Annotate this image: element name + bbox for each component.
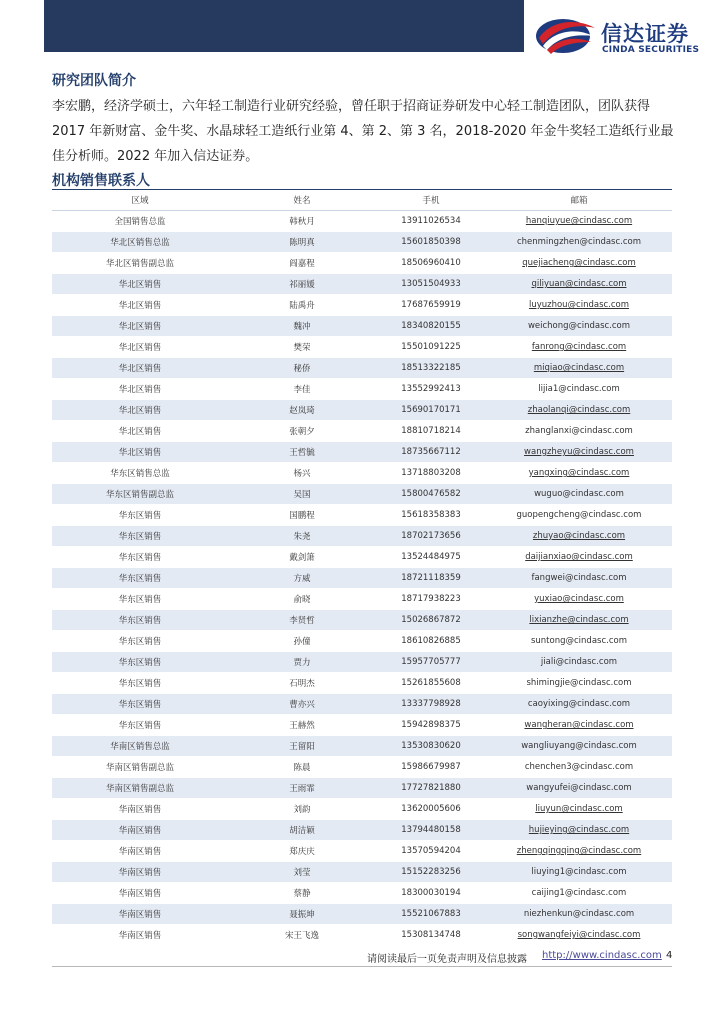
name-cell: 李佳 <box>228 379 376 400</box>
phone-cell: 13620005606 <box>376 799 486 820</box>
region-cell: 华南区销售 <box>52 904 228 925</box>
bio-line: 李宏鹏，经济学硕士，六年轻工制造行业研究经验，曾任职于招商证券研发中心轻工制造团队，团队获得 <box>52 99 651 114</box>
table-row <box>52 904 672 925</box>
table-row <box>52 820 672 841</box>
logo-english-name: CINDA SECURITIES <box>602 45 700 55</box>
phone-cell: 13570594204 <box>376 841 486 862</box>
table-row <box>52 463 672 484</box>
region-cell: 华南区销售总监 <box>52 736 228 757</box>
email-cell[interactable]: lixianzhe@cindasc.com <box>486 610 672 631</box>
phone-cell: 15308134748 <box>376 925 486 946</box>
table-row <box>52 295 672 316</box>
phone-cell: 18300030194 <box>376 883 486 904</box>
name-cell: 阎嘉程 <box>228 253 376 274</box>
phone-cell: 17687659919 <box>376 295 486 316</box>
region-cell: 华东区销售 <box>52 547 228 568</box>
email-cell[interactable]: guopengcheng@cindasc.com <box>486 505 672 526</box>
name-cell: 王哲毓 <box>228 442 376 463</box>
phone-cell: 18513322185 <box>376 358 486 379</box>
team-section-title: 研究团队简介 <box>52 73 136 89</box>
footer-website-link[interactable]: http://www.cindasc.com <box>542 950 662 961</box>
table-row <box>52 778 672 799</box>
table-row <box>52 274 672 295</box>
table-row <box>52 379 672 400</box>
email-cell[interactable]: fanrong@cindasc.com <box>486 337 672 358</box>
table-row <box>52 757 672 778</box>
phone-cell: 15942898375 <box>376 715 486 736</box>
phone-cell: 18702173656 <box>376 526 486 547</box>
email-cell[interactable]: lijia1@cindasc.com <box>486 379 672 400</box>
table-row <box>52 673 672 694</box>
email-cell[interactable]: liuying1@cindasc.com <box>486 862 672 883</box>
table-row <box>52 652 672 673</box>
phone-cell: 15690170171 <box>376 400 486 421</box>
column-header-email: 邮箱 <box>486 190 672 211</box>
phone-cell: 15618358383 <box>376 505 486 526</box>
email-cell[interactable]: yangxing@cindasc.com <box>486 463 672 484</box>
table-row <box>52 421 672 442</box>
region-cell: 华北区销售 <box>52 442 228 463</box>
column-header-name: 姓名 <box>228 190 376 211</box>
table-row <box>52 400 672 421</box>
email-cell[interactable]: zhaolanqi@cindasc.com <box>486 400 672 421</box>
name-cell: 刘韵 <box>228 799 376 820</box>
phone-cell: 15501091225 <box>376 337 486 358</box>
phone-cell: 18735667112 <box>376 442 486 463</box>
email-cell[interactable]: chenchen3@cindasc.com <box>486 757 672 778</box>
email-cell[interactable]: shimingjie@cindasc.com <box>486 673 672 694</box>
region-cell: 华北区销售 <box>52 295 228 316</box>
name-cell: 李贤哲 <box>228 610 376 631</box>
phone-cell: 13524484975 <box>376 547 486 568</box>
table-row <box>52 358 672 379</box>
region-cell: 华东区销售副总监 <box>52 484 228 505</box>
table-row <box>52 610 672 631</box>
email-cell[interactable]: wangzheyu@cindasc.com <box>486 442 672 463</box>
email-cell[interactable]: zhengqingqing@cindasc.com <box>486 841 672 862</box>
name-cell: 国鹏程 <box>228 505 376 526</box>
table-header-row <box>52 190 672 211</box>
region-cell: 华南区销售 <box>52 841 228 862</box>
table-row <box>52 211 672 232</box>
table-row <box>52 799 672 820</box>
email-cell[interactable]: hujieying@cindasc.com <box>486 820 672 841</box>
name-cell: 俞晓 <box>228 589 376 610</box>
region-cell: 华南区销售 <box>52 820 228 841</box>
phone-cell: 13051504933 <box>376 274 486 295</box>
email-cell[interactable]: luyuzhou@cindasc.com <box>486 295 672 316</box>
region-cell: 华东区销售 <box>52 526 228 547</box>
cinda-logo-icon <box>533 14 597 56</box>
email-cell[interactable]: miqiao@cindasc.com <box>486 358 672 379</box>
email-cell[interactable]: chenmingzhen@cindasc.com <box>486 232 672 253</box>
table-row <box>52 925 672 946</box>
name-cell: 张朝夕 <box>228 421 376 442</box>
region-cell: 华南区销售 <box>52 799 228 820</box>
table-row <box>52 694 672 715</box>
table-row <box>52 841 672 862</box>
table-row <box>52 526 672 547</box>
phone-cell: 13911026534 <box>376 211 486 232</box>
name-cell: 朱尧 <box>228 526 376 547</box>
name-cell: 杨兴 <box>228 463 376 484</box>
column-header-region: 区域 <box>52 190 228 211</box>
name-cell: 孙僮 <box>228 631 376 652</box>
name-cell: 宋王飞逸 <box>228 925 376 946</box>
email-cell[interactable]: fangwei@cindasc.com <box>486 568 672 589</box>
region-cell: 华北区销售 <box>52 316 228 337</box>
phone-cell: 15957705777 <box>376 652 486 673</box>
table-row <box>52 316 672 337</box>
region-cell: 华北区销售 <box>52 400 228 421</box>
region-cell: 华东区销售 <box>52 505 228 526</box>
email-cell[interactable]: niezhenkun@cindasc.com <box>486 904 672 925</box>
table-row <box>52 631 672 652</box>
name-cell: 贾力 <box>228 652 376 673</box>
table-row <box>52 589 672 610</box>
name-cell: 刘莹 <box>228 862 376 883</box>
email-cell[interactable]: yuxiao@cindasc.com <box>486 589 672 610</box>
name-cell: 王赫然 <box>228 715 376 736</box>
bio-line: 佳分析师。2022 年加入信达证券。 <box>52 149 259 164</box>
region-cell: 华东区销售 <box>52 694 228 715</box>
sales-contacts-table <box>52 189 672 946</box>
region-cell: 华南区销售 <box>52 925 228 946</box>
email-cell[interactable]: daijianxiao@cindasc.com <box>486 547 672 568</box>
name-cell: 聂振坤 <box>228 904 376 925</box>
email-cell[interactable]: wangheran@cindasc.com <box>486 715 672 736</box>
phone-cell: 18340820155 <box>376 316 486 337</box>
region-cell: 华东区销售总监 <box>52 463 228 484</box>
email-cell[interactable]: hanqiuyue@cindasc.com <box>486 211 672 232</box>
name-cell: 赵岚琦 <box>228 400 376 421</box>
name-cell: 樊荣 <box>228 337 376 358</box>
table-row <box>52 883 672 904</box>
region-cell: 全国销售总监 <box>52 211 228 232</box>
region-cell: 华北区销售总监 <box>52 232 228 253</box>
name-cell: 胡洁颖 <box>228 820 376 841</box>
phone-cell: 13337798928 <box>376 694 486 715</box>
name-cell: 陆禹舟 <box>228 295 376 316</box>
phone-cell: 18721118359 <box>376 568 486 589</box>
phone-cell: 17727821880 <box>376 778 486 799</box>
email-cell[interactable]: qiliyuan@cindasc.com <box>486 274 672 295</box>
phone-cell: 13530830620 <box>376 736 486 757</box>
email-cell[interactable]: wangliuyang@cindasc.com <box>486 736 672 757</box>
phone-cell: 15026867872 <box>376 610 486 631</box>
phone-cell: 15986679987 <box>376 757 486 778</box>
table-body <box>52 211 672 946</box>
name-cell: 石明杰 <box>228 673 376 694</box>
email-cell[interactable]: zhanglanxi@cindasc.com <box>486 421 672 442</box>
region-cell: 华南区销售 <box>52 883 228 904</box>
table-row <box>52 253 672 274</box>
phone-cell: 18610826885 <box>376 631 486 652</box>
email-cell[interactable]: songwangfeiyi@cindasc.com <box>486 925 672 946</box>
name-cell: 方威 <box>228 568 376 589</box>
email-cell[interactable]: weichong@cindasc.com <box>486 316 672 337</box>
table-row <box>52 736 672 757</box>
name-cell: 陈晨 <box>228 757 376 778</box>
phone-cell: 13552992413 <box>376 379 486 400</box>
company-logo <box>533 14 713 58</box>
region-cell: 华东区销售 <box>52 652 228 673</box>
logo-chinese-name: 信达证券 <box>601 22 689 46</box>
phone-cell: 13718803208 <box>376 463 486 484</box>
region-cell: 华东区销售 <box>52 631 228 652</box>
name-cell: 祁丽媛 <box>228 274 376 295</box>
email-cell[interactable]: caoyixing@cindasc.com <box>486 694 672 715</box>
region-cell: 华东区销售 <box>52 610 228 631</box>
name-cell: 郑庆庆 <box>228 841 376 862</box>
region-cell: 华南区销售 <box>52 862 228 883</box>
name-cell: 吴国 <box>228 484 376 505</box>
region-cell: 华东区销售 <box>52 673 228 694</box>
phone-cell: 18810718214 <box>376 421 486 442</box>
email-cell[interactable]: jiali@cindasc.com <box>486 652 672 673</box>
table-row <box>52 232 672 253</box>
team-bio <box>52 94 676 169</box>
email-cell[interactable]: wangyufei@cindasc.com <box>486 778 672 799</box>
email-cell[interactable]: liuyun@cindasc.com <box>486 799 672 820</box>
region-cell: 华北区销售 <box>52 337 228 358</box>
phone-cell: 15601850398 <box>376 232 486 253</box>
email-cell[interactable]: wuguo@cindasc.com <box>486 484 672 505</box>
table-row <box>52 862 672 883</box>
table-row <box>52 337 672 358</box>
email-cell[interactable]: quejiacheng@cindasc.com <box>486 253 672 274</box>
table-row <box>52 484 672 505</box>
region-cell: 华东区销售 <box>52 568 228 589</box>
region-cell: 华北区销售 <box>52 274 228 295</box>
footer-disclaimer: 请阅读最后一页免责声明及信息披露 <box>367 954 527 965</box>
phone-cell: 15152283256 <box>376 862 486 883</box>
phone-cell: 13794480158 <box>376 820 486 841</box>
table-row <box>52 505 672 526</box>
region-cell: 华北区销售 <box>52 379 228 400</box>
table-row <box>52 715 672 736</box>
region-cell: 华北区销售 <box>52 421 228 442</box>
phone-cell: 15521067883 <box>376 904 486 925</box>
table-row <box>52 547 672 568</box>
region-cell: 华南区销售副总监 <box>52 778 228 799</box>
name-cell: 韩秋月 <box>228 211 376 232</box>
name-cell: 戴剑箫 <box>228 547 376 568</box>
phone-cell: 18717938223 <box>376 589 486 610</box>
email-cell[interactable]: caijing1@cindasc.com <box>486 883 672 904</box>
page-number: 4 <box>666 950 673 961</box>
region-cell: 华北区销售 <box>52 358 228 379</box>
name-cell: 王留阳 <box>228 736 376 757</box>
name-cell: 曹亦兴 <box>228 694 376 715</box>
phone-cell: 15261855608 <box>376 673 486 694</box>
header-band <box>44 0 524 52</box>
region-cell: 华北区销售副总监 <box>52 253 228 274</box>
contacts-section-title: 机构销售联系人 <box>52 173 150 189</box>
name-cell: 王雨霏 <box>228 778 376 799</box>
column-header-phone: 手机 <box>376 190 486 211</box>
name-cell: 蔡静 <box>228 883 376 904</box>
table-row <box>52 442 672 463</box>
region-cell: 华东区销售 <box>52 589 228 610</box>
name-cell: 陈明真 <box>228 232 376 253</box>
name-cell: 秘侨 <box>228 358 376 379</box>
table-row <box>52 568 672 589</box>
email-cell[interactable]: zhuyao@cindasc.com <box>486 526 672 547</box>
bio-line: 2017 年新财富、金牛奖、水晶球轻工造纸行业第 4、第 2、第 3 名，2018-2020 年金牛奖轻工造纸行业最 <box>52 124 674 139</box>
name-cell: 魏冲 <box>228 316 376 337</box>
region-cell: 华南区销售副总监 <box>52 757 228 778</box>
email-cell[interactable]: suntong@cindasc.com <box>486 631 672 652</box>
phone-cell: 15800476582 <box>376 484 486 505</box>
phone-cell: 18506960410 <box>376 253 486 274</box>
region-cell: 华东区销售 <box>52 715 228 736</box>
footer-divider <box>52 966 672 967</box>
